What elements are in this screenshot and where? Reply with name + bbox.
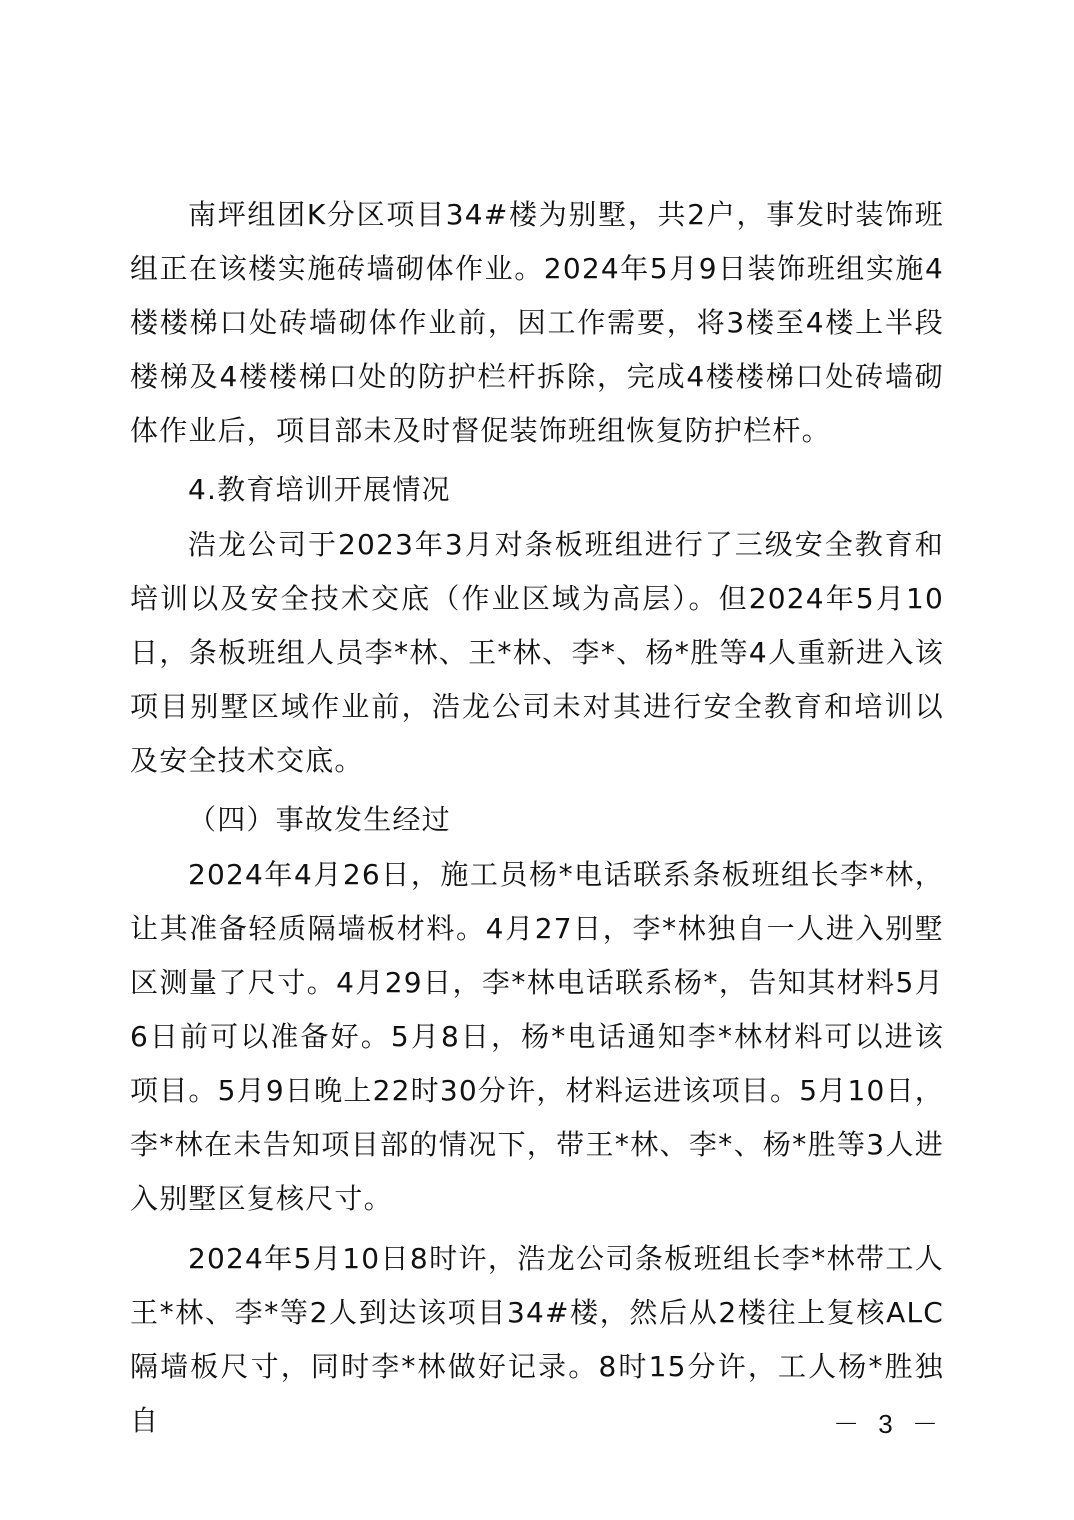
paragraph-accident-timeline: 2024年4月26日，施工员杨*电话联系条板班组长李*林，让其准备轻质隔墙板材料。4月27日，李*林独自一人进入别墅区测量了尺寸。4月29日，李*林电话联系杨*，告知其材料5月6日前可以准备好。5月8日，杨*电话通知李*林材料可以进该项目。5月9日晚上22时30分许，材料运进该项目。5月10日，李*林在未告知项目部的情况下，带王*林、李*、杨*胜等3人进入别墅区复核尺寸。: [130, 858, 944, 1215]
page-number: － 3 －: [833, 1409, 944, 1439]
section-heading-accident-process: （四）事故发生经过: [188, 803, 451, 836]
document-body: [130, 188, 944, 1448]
paragraph-education-training: 浩龙公司于2023年3月对条板班组进行了三级安全教育和培训以及安全技术交底（作业区域为高层）。但2024年5月10日，条板班组人员李*林、王*林、李*、杨*胜等4人重新进入该项目别墅区域作业前，浩龙公司未对其进行安全教育和培训以及安全技术交底。: [130, 528, 944, 777]
heading-education-training: 4.教育培训开展情况: [188, 473, 451, 506]
paragraph-site-description: 南坪组团K分区项目34#楼为别墅，共2户，事发时装饰班组正在该楼实施砖墙砌体作业。2024年5月9日装饰班组实施4楼楼梯口处砖墙砌体作业前，因工作需要，将3楼至4楼上半段楼梯及4楼楼梯口处的防护栏杆拆除，完成4楼楼梯口处砖墙砌体作业后，项目部未及时督促装饰班组恢复防护栏杆。: [130, 198, 944, 447]
paragraph-accident-day: 2024年5月10日8时许，浩龙公司条板班组长李*林带工人王*林、李*等2人到达该项目34#楼，然后从2楼往上复核ALC隔墙板尺寸，同时李*林做好记录。8时15分许，工人杨*胜独自: [130, 1242, 944, 1437]
